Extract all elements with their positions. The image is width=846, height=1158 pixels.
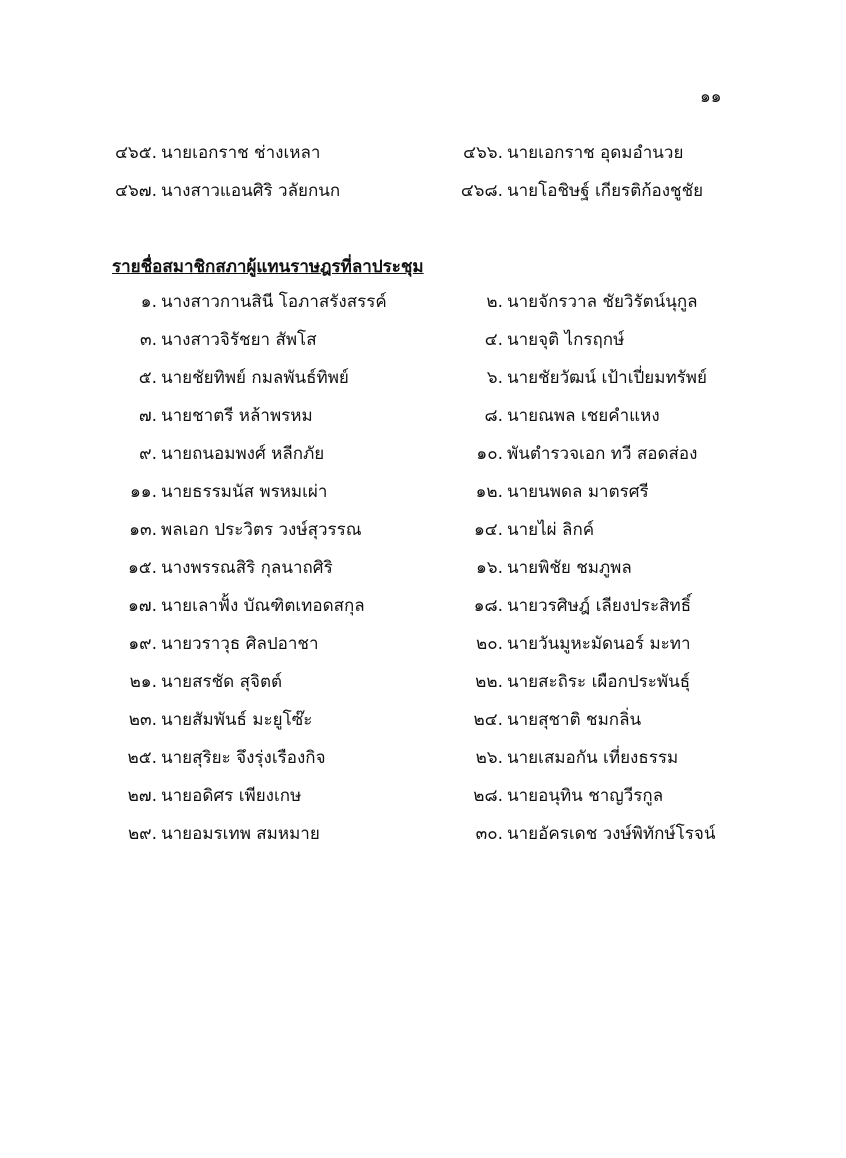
member-row: [0, 287, 846, 317]
member-number: ๑๓.: [129, 520, 157, 540]
member-number: ๑๒.: [475, 482, 503, 502]
member-name: นายอมรเทพ สมหมาย: [161, 824, 320, 844]
member-name: นายวราวุธ ศิลปอาชา: [161, 634, 319, 654]
member-number: ๙.: [139, 444, 157, 464]
member-row: [0, 439, 846, 469]
member-name: นายสุชาติ ชมกลิ่น: [507, 710, 642, 730]
member-row: [0, 705, 846, 735]
member-number: ๒๗.: [127, 786, 157, 806]
member-number: ๕.: [138, 368, 157, 388]
member-row: [0, 553, 846, 583]
member-name: นายอดิศร เพียงเกษ: [161, 786, 302, 806]
member-number: ๒๐.: [476, 634, 503, 654]
member-name: นายวรศิษฎ์ เลียงประสิทธิ์: [507, 596, 692, 616]
member-row: [0, 819, 846, 849]
member-name: นายถนอมพงศ์ หลีกภัย: [161, 444, 325, 464]
member-name: นายจุติ ไกรฤกษ์: [507, 330, 625, 350]
member-number: ๓๐.: [475, 824, 503, 844]
member-name: นายโอชิษฐ์ เกียรติก้องชูชัย: [507, 181, 704, 201]
member-name: นายณพล เชยคำแหง: [507, 406, 660, 426]
leave-heading: รายชื่อสมาชิกสภาผู้แทนราษฎรที่ลาประชุม: [112, 257, 424, 277]
member-name: นายชาตรี หล้าพรหม: [161, 406, 313, 426]
member-number: ๔๖๗.: [115, 181, 157, 201]
member-row: [0, 401, 846, 431]
member-name: นายชัยทิพย์ กมลพันธ์ทิพย์: [161, 368, 349, 388]
member-name: นายไผ่ ลิกค์: [507, 520, 595, 540]
member-name: พลเอก ประวิตร วงษ์สุวรรณ: [161, 520, 362, 540]
member-number: ๑๐.: [476, 444, 503, 464]
member-name: นายชัยวัฒน์ เป้าเปี่ยมทรัพย์: [507, 368, 707, 388]
member-name: นายเลาฟั้ง บัณฑิตเทอดสกุล: [161, 596, 365, 616]
member-number: ๔๖๘.: [460, 181, 503, 201]
member-number: ๔๖๕.: [115, 143, 157, 163]
member-name: นายธรรมนัส พรหมเผ่า: [161, 482, 328, 502]
member-name: นายนพดล มาตรศรี: [507, 482, 649, 502]
member-name: พันตำรวจเอก ทวี สอดส่อง: [507, 444, 698, 464]
member-row: [0, 477, 846, 507]
member-name: นายเสมอกัน เที่ยงธรรม: [507, 748, 679, 768]
member-row: [0, 363, 846, 393]
member-number: ๖.: [486, 368, 503, 388]
member-number: ๑๔.: [473, 520, 503, 540]
member-name: นายเอกราช อุดมอำนวย: [507, 143, 684, 163]
member-number: ๒๔.: [473, 710, 503, 730]
member-name: นายสุริยะ จึงรุ่งเรืองกิจ: [161, 748, 326, 768]
member-number: ๒.: [486, 292, 503, 312]
member-number: ๑๗.: [128, 596, 157, 616]
member-row: [0, 176, 846, 206]
member-number: ๑๑.: [130, 482, 157, 502]
member-row: [0, 667, 846, 697]
page-number: ๑๑: [700, 87, 722, 107]
member-number: ๒๒.: [475, 672, 503, 692]
member-name: นายพิชัย ชมภูพล: [507, 558, 632, 578]
member-number: ๑.: [140, 292, 157, 312]
member-number: ๒๙.: [127, 824, 157, 844]
member-number: ๘.: [484, 406, 503, 426]
member-name: นางสาวกานสินี โอภาสรังสรรค์: [161, 292, 387, 312]
member-name: นายสะถิระ เผือกประพันธุ์: [507, 672, 691, 692]
member-name: นายสัมพันธ์ มะยูโซ๊ะ: [161, 710, 313, 730]
member-number: ๔.: [484, 330, 503, 350]
member-row: [0, 743, 846, 773]
member-number: ๑๘.: [473, 596, 503, 616]
member-name: นายอัครเดช วงษ์พิทักษ์โรจน์: [507, 824, 716, 844]
member-name: นายจักรวาล ชัยวิรัตน์นุกูล: [507, 292, 698, 312]
member-name: นายวันมูหะมัดนอร์ มะทา: [507, 634, 691, 654]
member-name: นายสรชัด สุจิตต์: [161, 672, 283, 692]
member-name: นางพรรณสิริ กุลนาถศิริ: [161, 558, 333, 578]
member-number: ๒๖.: [475, 748, 503, 768]
member-number: ๑๙.: [128, 634, 157, 654]
member-row: [0, 138, 846, 168]
member-number: ๒๕.: [127, 748, 157, 768]
member-row: [0, 629, 846, 659]
member-number: ๒๑.: [129, 672, 157, 692]
member-number: ๒๘.: [473, 786, 503, 806]
member-number: ๑๕.: [127, 558, 157, 578]
member-number: ๒๓.: [128, 710, 157, 730]
member-row: [0, 325, 846, 355]
member-row: [0, 515, 846, 545]
member-row: [0, 591, 846, 621]
member-name: นางสาวแอนศิริ วลัยกนก: [161, 181, 341, 201]
member-name: นายเอกราช ช่างเหลา: [161, 143, 321, 163]
member-row: [0, 781, 846, 811]
member-number: ๗.: [138, 406, 157, 426]
member-name: นางสาวจิรัชยา สัพโส: [161, 330, 317, 350]
member-number: ๑๖.: [476, 558, 503, 578]
member-name: นายอนุทิน ชาญวีรกูล: [507, 786, 664, 806]
member-number: ๔๖๖.: [463, 143, 503, 163]
member-number: ๓.: [139, 330, 157, 350]
